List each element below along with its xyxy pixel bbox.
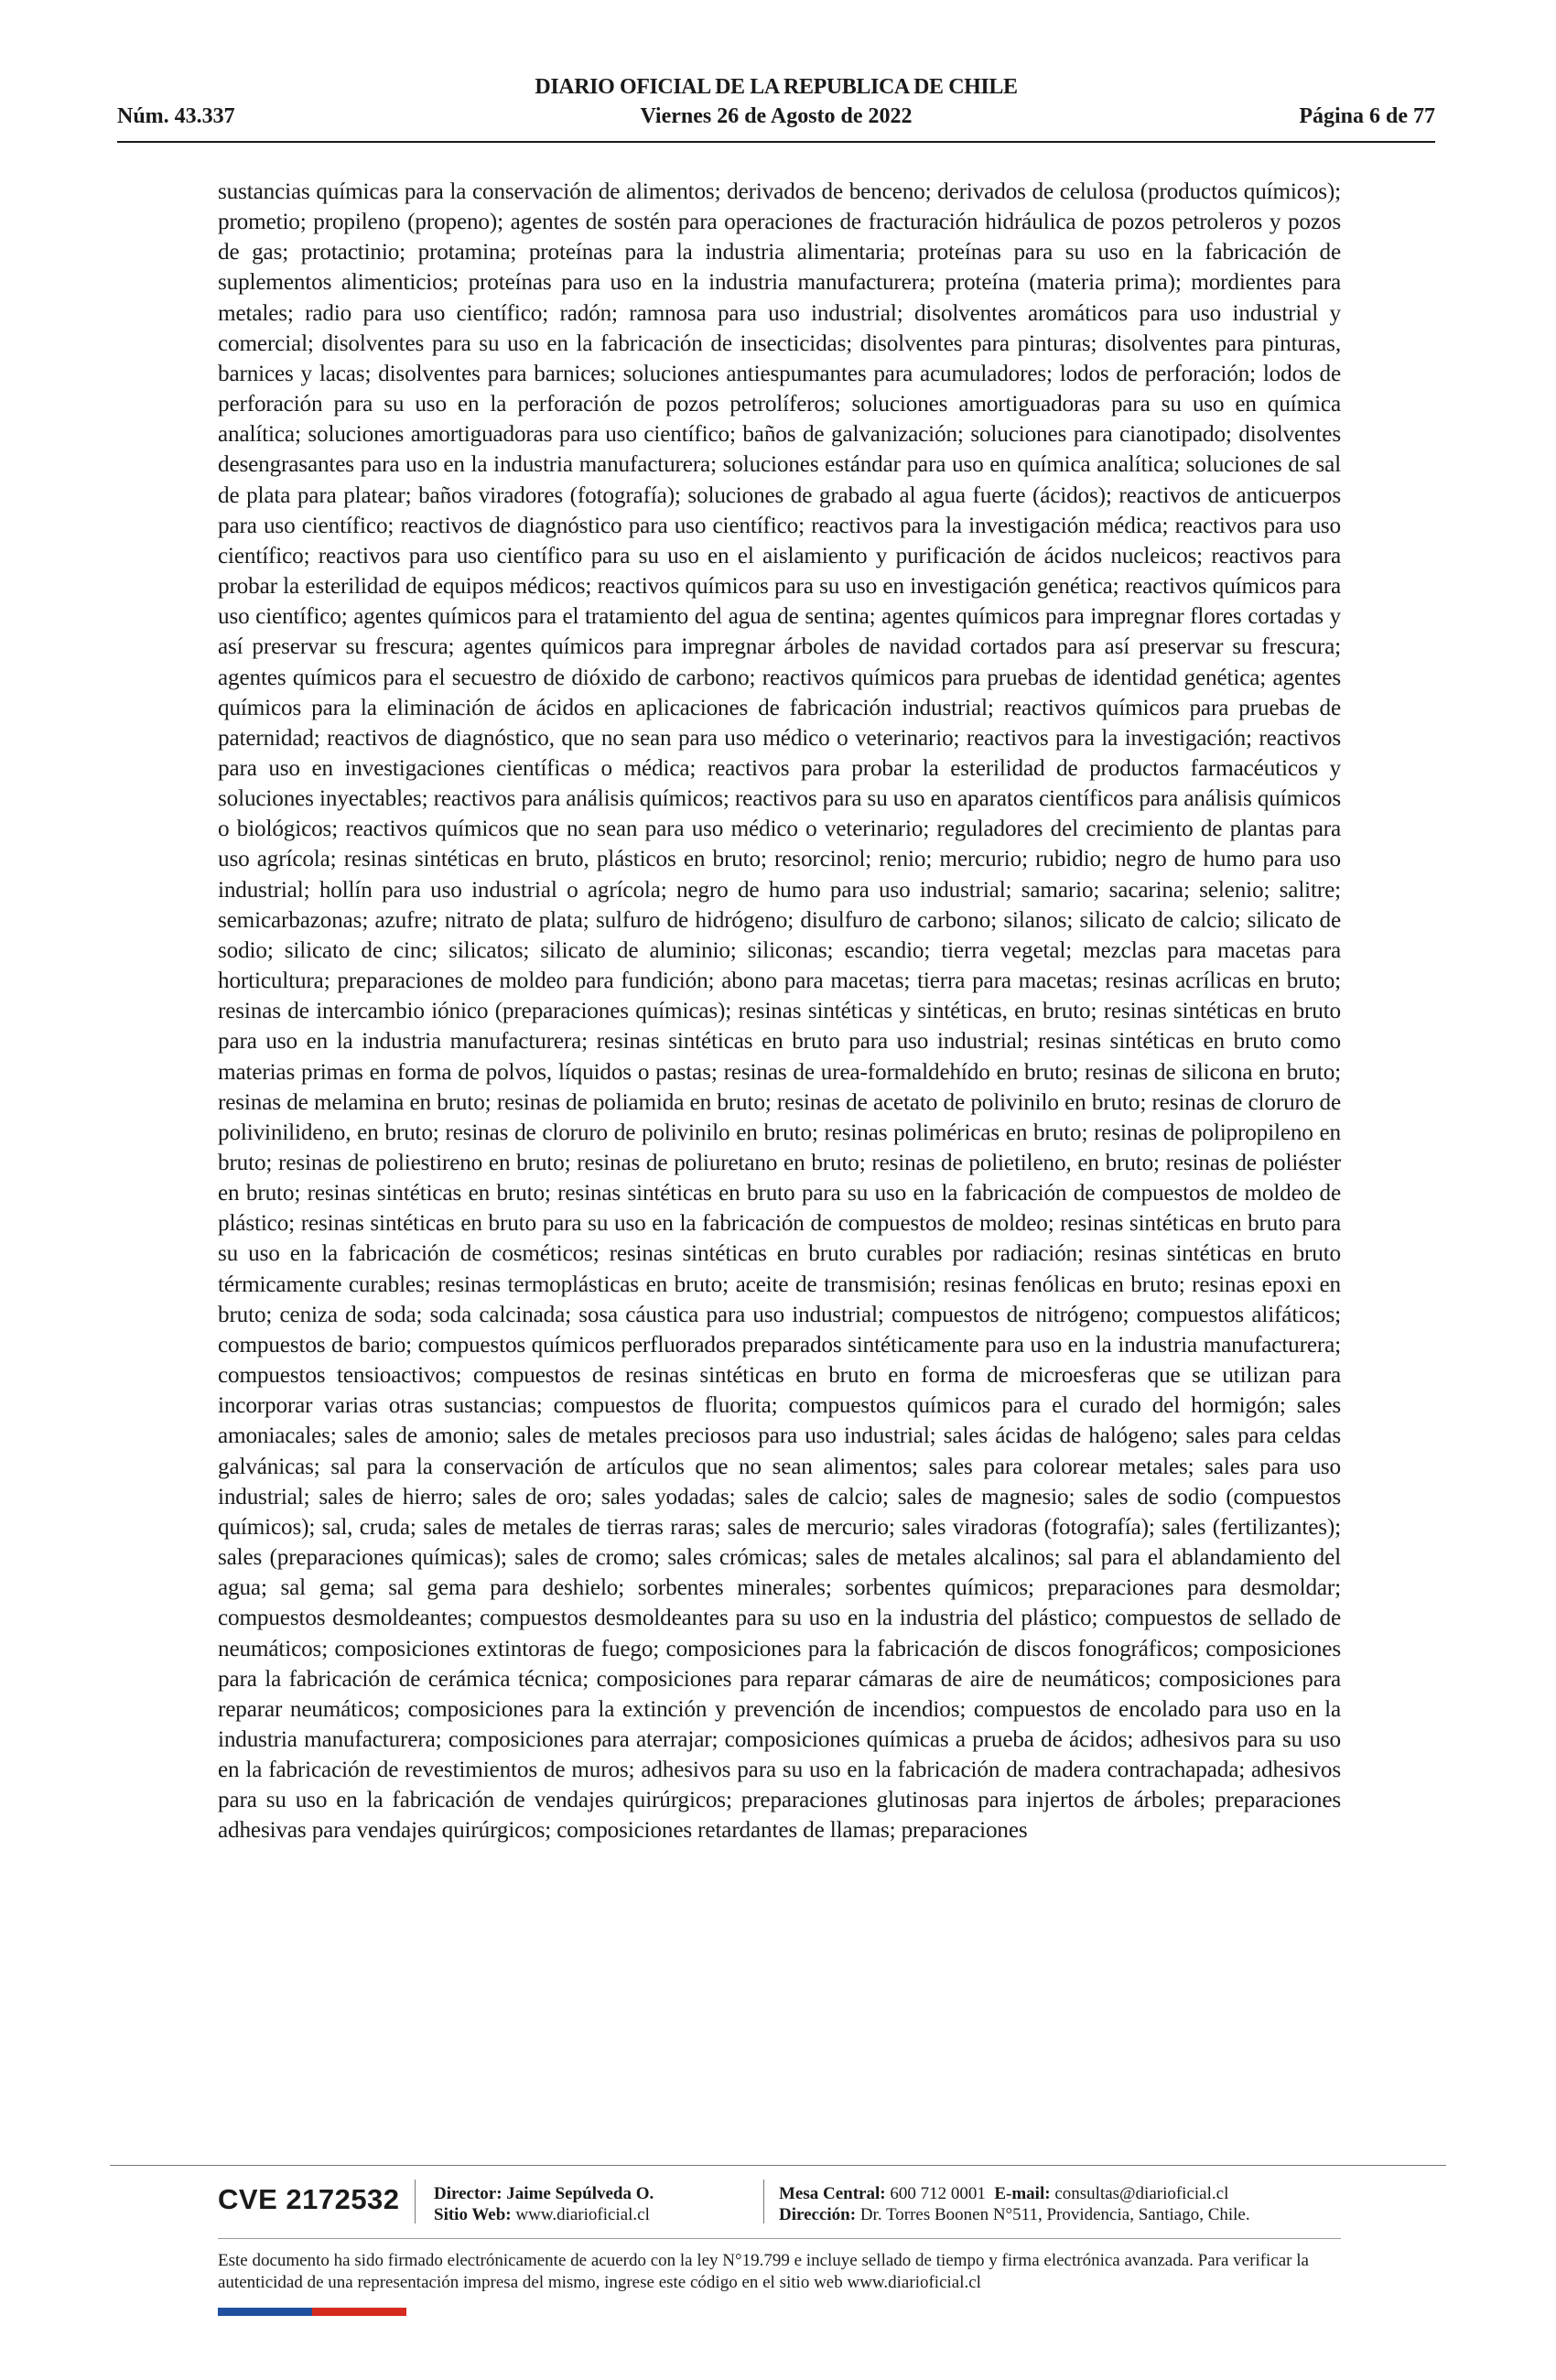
- footer-divider: [110, 2165, 1446, 2166]
- footer-separator: [415, 2180, 416, 2223]
- flag-red-segment: [312, 2308, 406, 2316]
- newspaper-title: DIARIO OFICIAL DE LA REPUBLICA DE CHILE: [535, 75, 1018, 99]
- website-link[interactable]: www.diarioficial.cl: [515, 2205, 650, 2224]
- flag-blue-segment: [218, 2308, 312, 2316]
- cve-code: CVE 2172532: [218, 2183, 400, 2215]
- page-indicator: Página 6 de 77: [1299, 104, 1435, 128]
- director-block: [434, 2183, 654, 2225]
- header-divider: [117, 141, 1435, 143]
- legal-notice: Este documento ha sido firmado electrónicamente de acuerdo con la ley N°19.799 e incluye sellado de tiempo y firma electrónica avanzada. Para verificar la autenticidad de una representación impresa del mismo, ingrese este código en el sitio web www.diarioficial.cl: [218, 2251, 1309, 2292]
- director-label: Director:: [434, 2184, 502, 2203]
- phone-value: 600 712 0001: [890, 2184, 986, 2203]
- address-value: Dr. Torres Boonen N°511, Providencia, Santiago, Chile.: [859, 2205, 1250, 2224]
- body-paragraph: sustancias químicas para la conservación de alimentos; derivados de benceno; derivados de celulosa (productos químicos); prometio; propileno (propeno); agentes de sostén para operaciones de fracturación hidráulica de pozos petroleros y pozos de gas; protactinio; protamina; proteínas para la industria alimentaria; proteínas para su uso en la fabricación de suplementos alimenticios; proteínas para uso en la industria manufacturera; proteína (materia prima); mordientes para metales; radio para uso científico; radón; ramnosa para uso industrial; disolventes aromáticos para uso industrial y comercial; disolventes para su uso en la fabricación de insecticidas; disolventes para pinturas; disolventes para pinturas, barnices y lacas; disolventes para barnices; soluciones antiespumantes para acumuladores; lodos de perforación; lodos de perforación para su uso en la perforación de pozos petrolíferos; soluciones amortiguadoras para su uso en química analítica; soluciones amortiguadoras para uso científico; baños de galvanización; soluciones para cianotipado; disolventes desengrasantes para uso en la industria manufacturera; soluciones estándar para uso en química analítica; soluciones de sal de plata para platear; baños viradores (fotografía); soluciones de grabado al agua fuerte (ácidos); reactivos de anticuerpos para uso científico; reactivos de diagnóstico para uso científico; reactivos para la investigación médica; reactivos para uso científico; reactivos para uso científico para su uso en el aislamiento y purificación de ácidos nucleicos; reactivos para probar la esterilidad de equipos médicos; reactivos químicos para su uso en investigación genética; reactivos químicos para uso científico; agentes químicos para el tratamiento del agua de sentina; agentes químicos para impregnar flores cortadas y así preservar su frescura; agentes químicos para impregnar árboles de navidad cortados para así preservar su frescura; agentes químicos para el secuestro de dióxido de carbono; reactivos químicos para pruebas de identidad genética; agentes químicos para la eliminación de ácidos en aplicaciones de fabricación industrial; reactivos químicos para pruebas de paternidad; reactivos de diagnóstico, que no sean para uso médico o veterinario; reactivos para la investigación; reactivos para uso en investigaciones científicas o médica; reactivos para probar la esterilidad de productos farmacéuticos y soluciones inyectables; reactivos para análisis químicos; reactivos para su uso en aparatos científicos para análisis químicos o biológicos; reactivos químicos que no sean para uso médico o veterinario; reguladores del crecimiento de plantas para uso agrícola; resinas sintéticas en bruto, plásticos en bruto; resorcinol; renio; mercurio; rubidio; negro de humo para uso industrial; hollín para uso industrial o agrícola; negro de humo para uso industrial; samario; sacarina; selenio; salitre; semicarbazonas; azufre; nitrato de plata; sulfuro de hidrógeno; disulfuro de carbono; silanos; silicato de calcio; silicato de sodio; silicato de cinc; silicatos; silicato de aluminio; siliconas; escandio; tierra vegetal; mezclas para macetas para horticultura; preparaciones de moldeo para fundición; abono para macetas; tierra para macetas; resinas acrílicas en bruto; resinas de intercambio iónico (preparaciones químicas); resinas sintéticas y sintéticas, en bruto; resinas sintéticas en bruto para uso en la industria manufacturera; resinas sintéticas en bruto para uso industrial; resinas sintéticas en bruto como materias primas en forma de polvos, líquidos o pastas; resinas de urea-formaldehído en bruto; resinas de silicona en bruto; resinas de melamina en bruto; resinas de poliamida en bruto; resinas de acetato de polivinilo en bruto; resinas de cloruro de polivinilideno, en bruto; resinas de cloruro de polivinilo en bruto; resinas poliméricas en bruto; resinas de polipropileno en bruto; resinas de poliestireno en bruto; resinas de poliuretano en bruto; resinas de polietileno, en bruto; resinas de poliéster en bruto; resinas sintéticas en bruto; resinas sintéticas en bruto para su uso en la fabricación de compuestos de moldeo de plástico; resinas sintéticas en bruto para su uso en la fabricación de compuestos de moldeo; resinas sintéticas en bruto para su uso en la fabricación de cosméticos; resinas sintéticas en bruto curables por radiación; resinas sintéticas en bruto térmicamente curables; resinas termoplásticas en bruto; aceite de transmisión; resinas fenólicas en bruto; resinas epoxi en bruto; ceniza de soda; soda calcinada; sosa cáustica para uso industrial; compuestos de nitrógeno; compuestos alifáticos; compuestos de bario; compuestos químicos perfluorados preparados sintéticamente para uso en la industria manufacturera; compuestos tensioactivos; compuestos de resinas sintéticas en bruto en forma de microesferas que se utilizan para incorporar varias otras sustancias; compuestos de fluorita; compuestos químicos para el curado del hormigón; sales amoniacales; sales de amonio; sales de metales preciosos para uso industrial; sales ácidas de halógeno; sales para celdas galvánicas; sal para la conservación de artículos que no sean alimentos; sales para colorear metales; sales para uso industrial; sales de hierro; sales de oro; sales yodadas; sales de calcio; sales de magnesio; sales de sodio (compuestos químicos); sal, cruda; sales de metales de tierras raras; sales de mercurio; sales viradoras (fotografía); sales (fertilizantes); sales (preparaciones químicas); sales de cromo; sales crómicas; sales de metales alcalinos; sal para el ablandamiento del agua; sal gema; sal gema para deshielo; sorbentes minerales; sorbentes químicos; preparaciones para desmoldar; compuestos desmoldeantes; compuestos desmoldeantes para su uso en la industria del plástico; compuestos de sellado de neumáticos; composiciones extintoras de fuego; composiciones para la fabricación de discos fonográficos; composiciones para la fabricación de cerámica técnica; composiciones para reparar cámaras de aire de neumáticos; composiciones para reparar neumáticos; composiciones para la extinción y prevención de incendios; compuestos de encolado para uso en la industria manufacturera; composiciones para aterrajar; composiciones químicas a prueba de ácidos; adhesivos para su uso en la fabricación de revestimientos de muros; adhesivos para su uso en la fabricación de madera contrachapada; adhesivos para su uso en la fabricación de vendajes quirúrgicos; preparaciones glutinosas para injertos de árboles; preparaciones adhesivas para vendajes quirúrgicos; composiciones retardantes de llamas; preparaciones: [218, 179, 1341, 1844]
- director-name: Jaime Sepúlveda O.: [506, 2184, 654, 2203]
- email-link[interactable]: consultas@diarioficial.cl: [1054, 2184, 1229, 2203]
- flag-stripe: [218, 2308, 406, 2316]
- issue-date: Viernes 26 de Agosto de 2022: [640, 104, 913, 128]
- phone-label: Mesa Central:: [779, 2184, 886, 2203]
- contact-block: [779, 2183, 1250, 2225]
- address-label: Dirección:: [779, 2205, 857, 2224]
- footer-divider-lower: [218, 2238, 1341, 2239]
- website-label: Sitio Web:: [434, 2205, 512, 2224]
- page-header: [117, 70, 1435, 143]
- footer-separator: [763, 2180, 764, 2223]
- issue-number: Núm. 43.337: [117, 104, 235, 128]
- email-label: E-mail:: [994, 2184, 1051, 2203]
